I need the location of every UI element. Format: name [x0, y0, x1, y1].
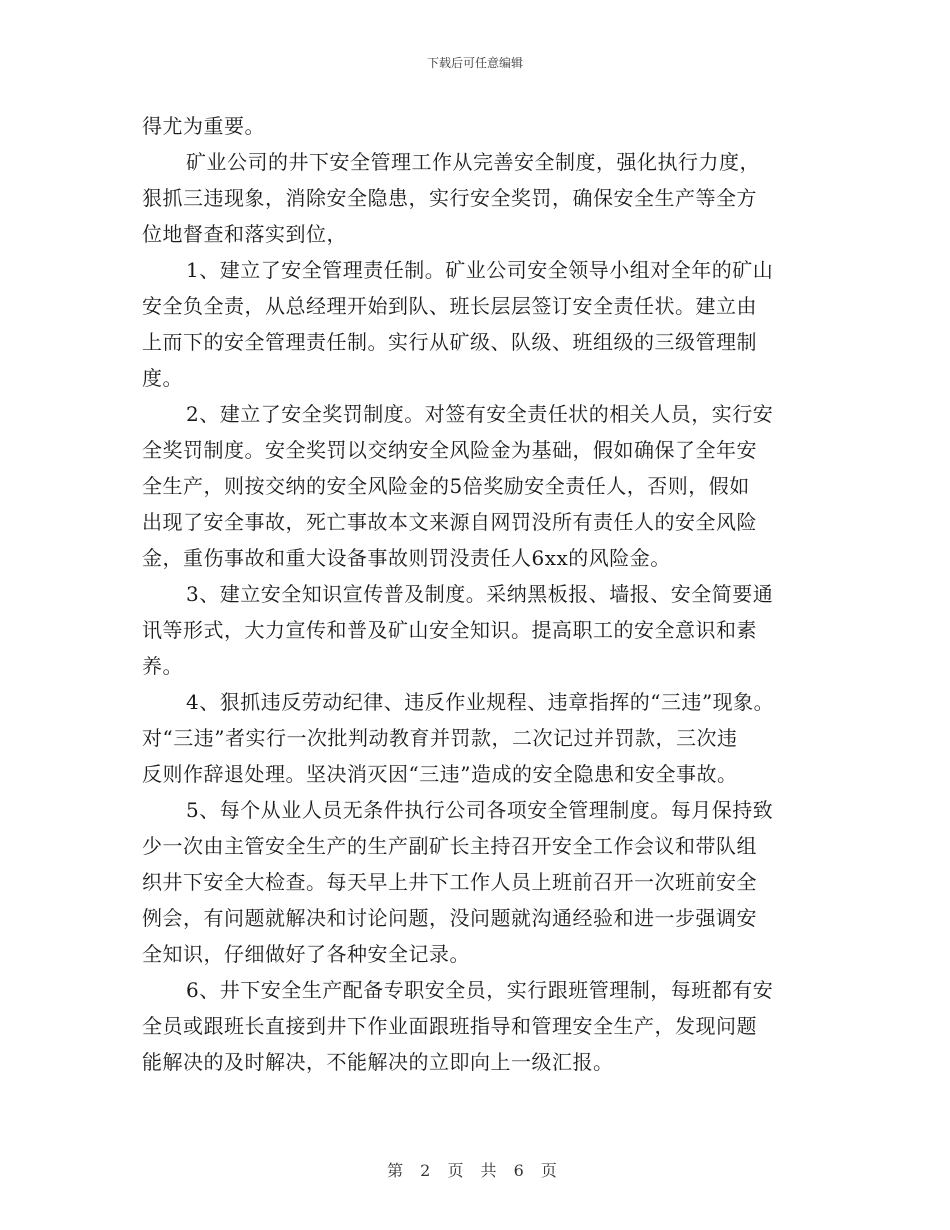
text-line: 养。: [142, 654, 183, 678]
text-line: 能解决的及时解决，不能解决的立即向上一级汇报。: [142, 1050, 614, 1074]
text-line: 全生产，则按交纳的安全风险金的5倍奖励安全责任人，否则，假如: [142, 474, 750, 498]
text-line: 5、每个从业人员无条件执行公司各项安全管理制度。每月保持致: [186, 798, 774, 822]
text-line: 位地督查和落实到位，: [142, 222, 347, 246]
text-line: 狠抓三违现象，消除安全隐患，实行安全奖罚，确保安全生产等全方: [142, 186, 757, 210]
text-line: 反则作辞退处理。坚决消灭因“三违”造成的安全隐患和安全事故。: [142, 762, 738, 786]
text-line: 得尤为重要。: [142, 114, 265, 138]
text-line: 3、建立安全知识宣传普及制度。采纳黑板报、墙报、安全简要通: [186, 582, 774, 606]
text-line: 安全负全责，从总经理开始到队、班长层层签订安全责任状。建立由: [142, 294, 757, 318]
text-line: 全知识，仔细做好了各种安全记录。: [142, 942, 470, 966]
page-header: 下载后可任意编辑: [426, 56, 523, 70]
text-line: 度。: [142, 366, 183, 390]
text-line: 织井下安全大检查。每天早上井下工作人员上班前召开一次班前安全: [142, 870, 757, 894]
page-footer: 第 2 页 共 6 页: [387, 1161, 563, 1180]
text-line: 4、狠抓违反劳动纪律、违反作业规程、违章指挥的“三违”现象。: [186, 690, 775, 714]
text-line: 1、建立了安全管理责任制。矿业公司安全领导小组对全年的矿山: [186, 258, 774, 282]
text-line: 出现了安全事故，死亡事故本文来源自网罚没所有责任人的安全风险: [142, 510, 757, 534]
text-line: 对“三违”者实行一次批判动教育并罚款，二次记过并罚款，三次违: [142, 726, 738, 750]
text-line: 全奖罚制度。安全奖罚以交纳安全风险金为基础，假如确保了全年安: [142, 438, 757, 462]
document-body: [142, 108, 812, 1080]
text-line: 讯等形式，大力宣传和普及矿山安全知识。提高职工的安全意识和素: [142, 618, 757, 642]
text-line: 2、建立了安全奖罚制度。对签有安全责任状的相关人员，实行安: [186, 402, 774, 426]
text-line: 矿业公司的井下安全管理工作从完善安全制度，强化执行力度，: [186, 150, 760, 174]
text-line: 全员或跟班长直接到井下作业面跟班指导和管理安全生产，发现问题: [142, 1014, 757, 1038]
text-line: 上而下的安全管理责任制。实行从矿级、队级、班组级的三级管理制: [142, 330, 757, 354]
text-line: 6、井下安全生产配备专职安全员，实行跟班管理制，每班都有安: [186, 978, 774, 1002]
text-line: 少一次由主管安全生产的生产副矿长主持召开安全工作会议和带队组: [142, 834, 757, 858]
text-line: 金，重伤事故和重大设备事故则罚没责任人6xx的风险金。: [142, 546, 671, 570]
text-line: 例会，有问题就解决和讨论问题，没问题就沟通经验和进一步强调安: [142, 906, 757, 930]
